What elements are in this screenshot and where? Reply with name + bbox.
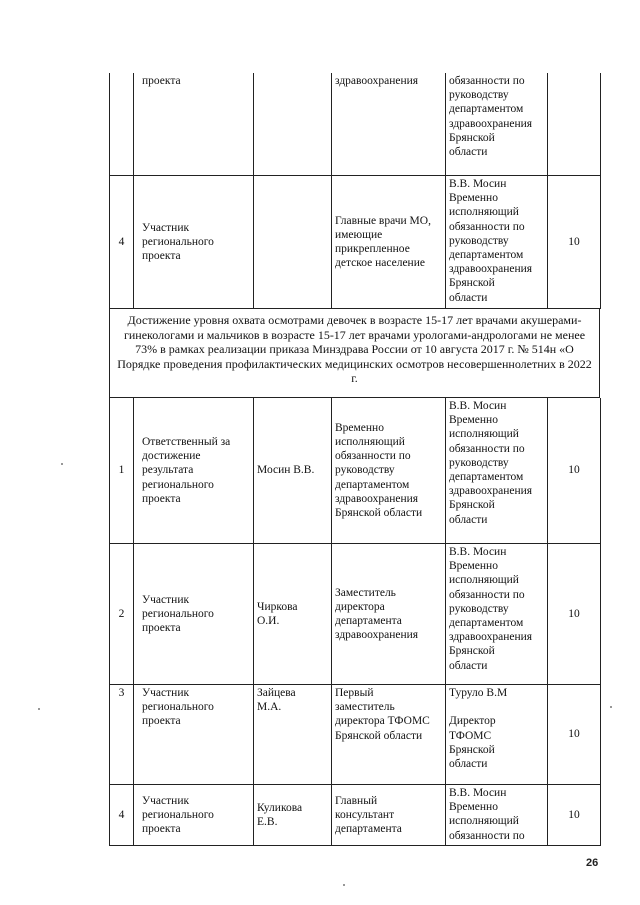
row-position: Главные врачи МО, имеющие прикрепленное детское население	[332, 176, 446, 309]
row-supervisor: В.В. Мосин Временно исполняющий обязанности по руководству департаментом здравоохранения Брянской области	[446, 398, 548, 544]
row-position: Заместитель директора департамента здравоохранения	[332, 544, 446, 685]
section-heading: Достижение уровня охвата осмотрами девочек в возрасте 15-17 лет врачами акушерами-гинекологами и мальчиков в возрасте 15-17 лет врачами урологами-андрологами не менее 73% в рамках реализации приказа Минздрава России от 10 августа 2017 г. № 514н «О Порядке проведения профилактических медицинских осмотров несовершеннолетних в 2022 г.	[109, 309, 600, 398]
row-supervisor: В.В. Мосин Временно исполняющий обязанности по руководству департаментом здравоохранения Брянской области	[446, 176, 548, 309]
row-weight: 10	[548, 685, 601, 785]
row-weight: 10	[548, 544, 601, 685]
row-role: Участник регионального проекта	[134, 544, 254, 685]
row-role: Ответственный за достижение результата регионального проекта	[134, 398, 254, 544]
row-supervisor: В.В. Мосин Временно исполняющий обязанности по	[446, 785, 548, 846]
row-position: здравоохранения	[332, 73, 446, 176]
row-position: Первый заместитель директора ТФОМС Брянской области	[332, 685, 446, 785]
row-position: Временно исполняющий обязанности по руководству департаментом здравоохранения Брянской области	[332, 398, 446, 544]
row-role: Участник регионального проекта	[134, 785, 254, 846]
scan-speck	[343, 884, 345, 886]
scan-speck	[61, 463, 63, 465]
row-supervisor: В.В. Мосин Временно исполняющий обязанности по руководству департаментом здравоохранения Брянской области	[446, 544, 548, 685]
table-row	[109, 73, 600, 176]
row-name: Куликова Е.В.	[254, 785, 332, 846]
row-number: 3	[110, 685, 134, 785]
table-row	[109, 685, 600, 785]
row-weight: 10	[548, 398, 601, 544]
row-weight: 10	[548, 176, 601, 309]
scan-speck	[38, 708, 40, 710]
page-number: 26	[586, 857, 599, 869]
row-name: Чиркова О.И.	[254, 544, 332, 685]
row-position: Главный консультант департамента	[332, 785, 446, 846]
row-name	[254, 73, 332, 176]
table-row	[109, 544, 600, 685]
row-name: Зайцева М.А.	[254, 685, 332, 785]
row-name: Мосин В.В.	[254, 398, 332, 544]
scan-speck	[610, 706, 612, 708]
row-number: 2	[110, 544, 134, 685]
row-supervisor: Туруло В.М Директор ТФОМС Брянской области	[446, 685, 548, 785]
row-role: Участник регионального проекта	[134, 176, 254, 309]
row-name	[254, 176, 332, 309]
row-number	[110, 73, 134, 176]
row-role: Участник регионального проекта	[134, 685, 254, 785]
responsibility-table	[109, 73, 600, 846]
row-weight: 10	[548, 785, 601, 846]
row-number: 4	[110, 176, 134, 309]
row-number: 1	[110, 398, 134, 544]
row-weight	[548, 73, 601, 176]
row-role: проекта	[134, 73, 254, 176]
row-number: 4	[110, 785, 134, 846]
table-row	[109, 398, 600, 544]
table-row	[109, 176, 600, 309]
row-supervisor: обязанности по руководству департаментом здравоохранения Брянской области	[446, 73, 548, 176]
table-row	[109, 785, 600, 846]
